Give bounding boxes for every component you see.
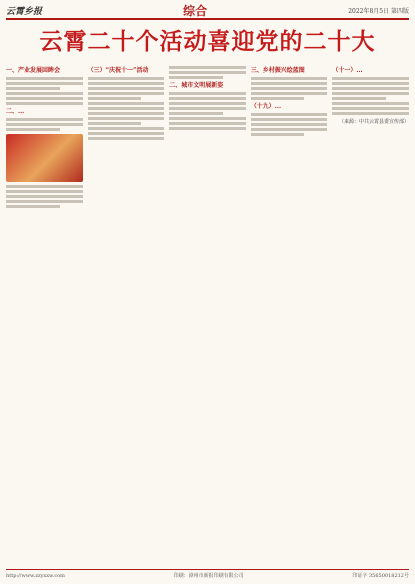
column-3 bbox=[169, 64, 246, 566]
text-line bbox=[332, 77, 409, 80]
text-line bbox=[6, 190, 83, 193]
column-2 bbox=[88, 64, 165, 566]
text-line bbox=[332, 102, 409, 105]
text-line bbox=[6, 205, 60, 208]
text-line bbox=[6, 185, 83, 188]
subhead: （十一）... bbox=[332, 67, 363, 74]
website-link[interactable]: http://www.zzyxxw.com bbox=[6, 572, 65, 579]
subhead: （十九）... bbox=[250, 103, 282, 110]
text-line bbox=[332, 87, 409, 90]
text-line bbox=[169, 66, 246, 69]
text-line bbox=[251, 128, 328, 131]
text-line bbox=[251, 118, 328, 121]
main-headline: 云霄二十个活动喜迎党的二十大 bbox=[39, 29, 376, 55]
text-line bbox=[169, 92, 246, 95]
text-line bbox=[6, 128, 60, 131]
text-line bbox=[251, 92, 328, 95]
subhead: 二、... bbox=[6, 108, 25, 115]
text-line bbox=[251, 77, 328, 80]
column-1 bbox=[6, 64, 83, 566]
text-line bbox=[6, 87, 60, 90]
text-line bbox=[88, 132, 165, 135]
text-line bbox=[169, 107, 246, 110]
page-footer bbox=[6, 569, 409, 581]
text-line bbox=[6, 97, 83, 100]
text-line bbox=[88, 102, 165, 105]
text-line bbox=[88, 87, 165, 90]
text-line bbox=[251, 113, 328, 116]
text-line bbox=[332, 92, 409, 95]
text-line bbox=[169, 76, 223, 79]
text-line bbox=[88, 92, 165, 95]
text-line bbox=[6, 118, 83, 121]
event-photo bbox=[6, 134, 83, 182]
text-line bbox=[88, 82, 165, 85]
text-line bbox=[6, 195, 83, 198]
text-line bbox=[332, 112, 409, 115]
text-line bbox=[6, 77, 83, 80]
text-line bbox=[88, 77, 165, 80]
printer-info: 印刷：漳州市新报印刷有限公司 bbox=[173, 573, 244, 579]
text-line bbox=[88, 127, 165, 130]
issue-date: 2022年8月5日 第四版 bbox=[348, 8, 409, 15]
text-line bbox=[88, 137, 165, 140]
text-line bbox=[6, 102, 83, 105]
text-line bbox=[88, 97, 142, 100]
column-4 bbox=[251, 64, 328, 566]
text-line bbox=[6, 82, 83, 85]
text-line bbox=[169, 122, 246, 125]
text-line bbox=[88, 117, 165, 120]
text-line bbox=[251, 82, 328, 85]
text-line bbox=[332, 97, 386, 100]
text-line bbox=[6, 123, 83, 126]
article-columns bbox=[6, 64, 409, 566]
text-line bbox=[169, 112, 223, 115]
permit-number: 印证字 35650018212号 bbox=[352, 573, 409, 579]
text-line bbox=[251, 87, 328, 90]
text-line bbox=[251, 133, 305, 136]
newspaper-brand: 云霄乡报 bbox=[6, 7, 43, 17]
text-line bbox=[332, 82, 409, 85]
subhead: （三）“庆祝十一”活动 bbox=[87, 67, 149, 74]
text-line bbox=[332, 107, 409, 110]
text-line bbox=[169, 117, 246, 120]
text-line bbox=[169, 71, 246, 74]
subhead: 三、乡村振兴绘蓝图 bbox=[250, 67, 305, 74]
text-line bbox=[88, 122, 142, 125]
text-line bbox=[169, 102, 246, 105]
text-line bbox=[169, 97, 246, 100]
text-line bbox=[251, 123, 328, 126]
text-line bbox=[88, 112, 165, 115]
column-5 bbox=[332, 64, 409, 566]
subhead: 一、产业发展回眸会 bbox=[6, 67, 61, 74]
page-header bbox=[6, 3, 409, 20]
text-line bbox=[88, 107, 165, 110]
text-line bbox=[251, 97, 305, 100]
section-title: 综合 bbox=[183, 4, 208, 18]
article-credit: （来源：中共云霄县委宣传部） bbox=[338, 119, 409, 125]
subhead: 二、城市文明展新姿 bbox=[169, 82, 224, 89]
text-line bbox=[6, 200, 83, 203]
text-line bbox=[6, 92, 83, 95]
text-line bbox=[169, 127, 246, 130]
